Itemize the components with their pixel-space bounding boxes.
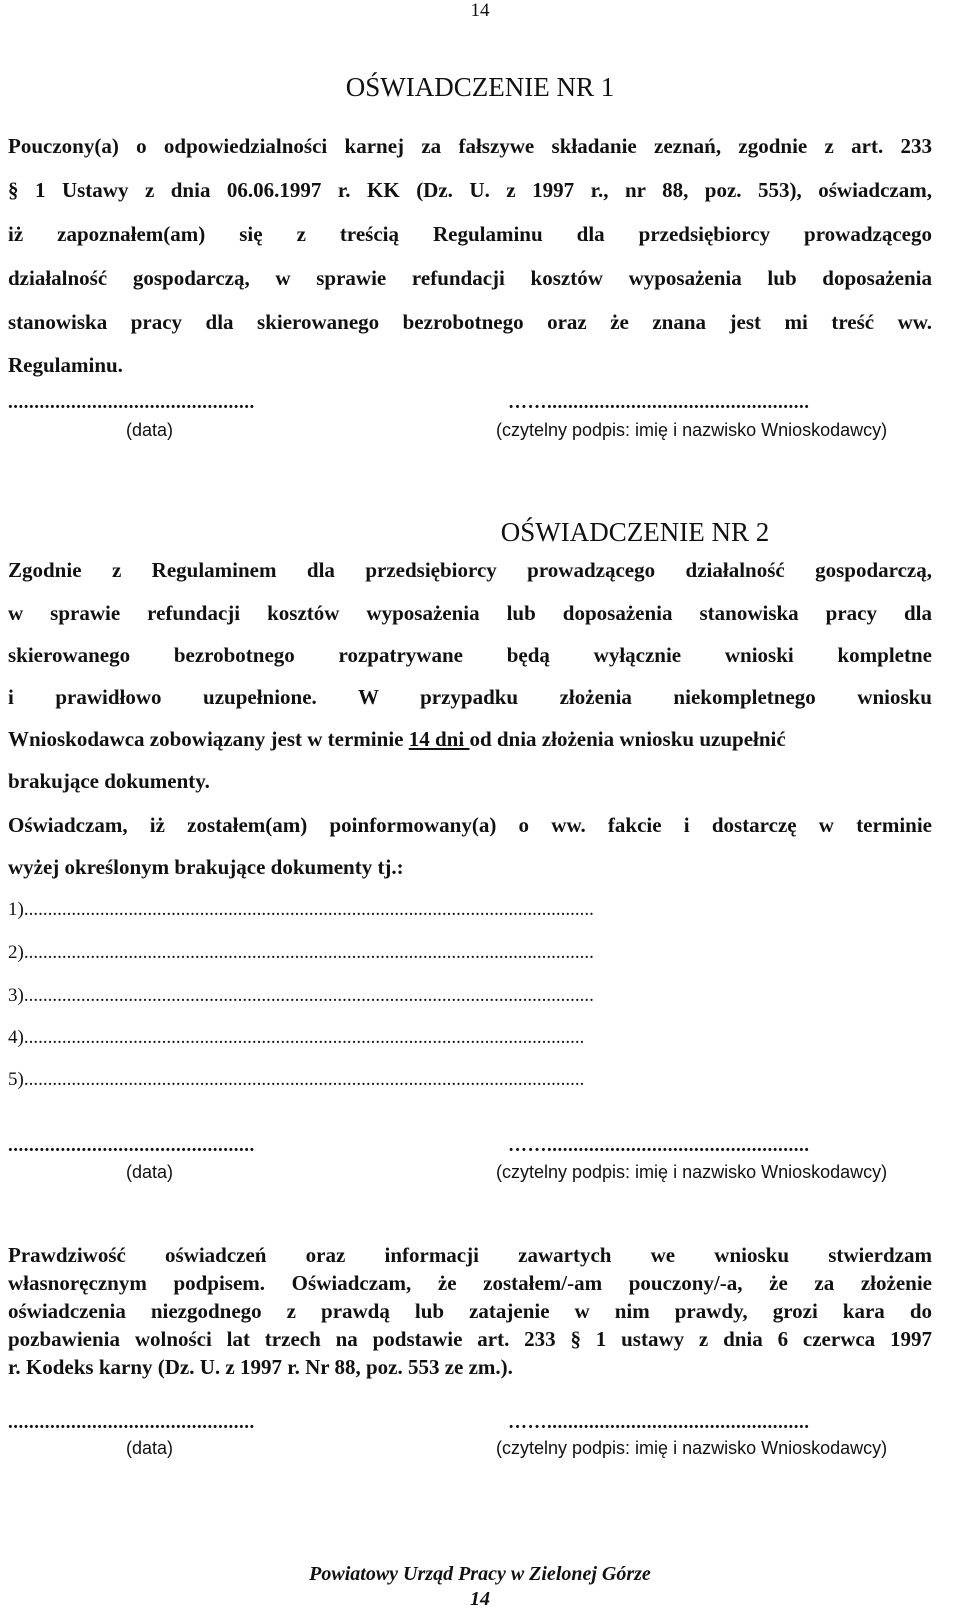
decl3-line-1: Prawdziwość oświadczeń oraz informacji zawartych we wniosku stwierdzam — [8, 1243, 932, 1267]
decl2-signature-dots: …….................................................. — [508, 1135, 810, 1156]
decl1-line-5: stanowiska pracy dla skierowanego bezrobotnego oraz że znana jest mi treść ww. — [8, 310, 932, 334]
page-number-top: 14 — [470, 0, 490, 21]
decl2-line-1: Zgodnie z Regulaminem dla przedsiębiorcy prowadzącego działalność gospodarczą, — [8, 558, 932, 582]
declaration-2-title: OŚWIADCZENIE NR 2 — [500, 517, 770, 547]
decl3-line-3: oświadczenia niezgodnego z prawdą lub zatajenie w nim prawdy, grozi kara do — [8, 1299, 932, 1323]
decl3-date-label: (data) — [126, 1438, 174, 1458]
decl2-line-5-after: od dnia złożenia wniosku uzupełnić — [469, 727, 786, 751]
decl3-signature-dots: …….................................................. — [508, 1412, 810, 1433]
document-list-item-2: 2)........................................................................................................................ — [8, 942, 594, 963]
decl2-line-3: skierowanego bezrobotnego rozpatrywane będą wyłącznie wnioski kompletne — [8, 643, 932, 667]
declaration-1-title: OŚWIADCZENIE NR 1 — [345, 72, 615, 102]
decl1-signature-dots: …….................................................. — [508, 392, 810, 413]
decl1-line-4: działalność gospodarczą, w sprawie refundacji kosztów wyposażenia lub doposażenia — [8, 266, 932, 290]
decl2-date-dots: ............................................... — [8, 1135, 255, 1156]
decl1-line-1: Pouczony(a) o odpowiedzialności karnej za fałszywe składanie zeznań, zgodnie z art. 233 — [8, 134, 932, 158]
decl3-line-4: pozbawienia wolności lat trzech na podstawie art. 233 § 1 ustawy z dnia 6 czerwca 1997 — [8, 1327, 932, 1351]
decl2-date-label: (data) — [126, 1162, 174, 1182]
decl1-line-3: iż zapoznałem(am) się z treścią Regulaminu dla przedsiębiorcy prowadzącego — [8, 222, 932, 246]
decl3-signature-label: (czytelny podpis: imię i nazwisko Wnioskodawcy) — [496, 1438, 888, 1458]
decl2-signature-label: (czytelny podpis: imię i nazwisko Wnioskodawcy) — [496, 1162, 888, 1182]
document-list-item-5: 5)...................................................................................................................... — [8, 1069, 585, 1090]
document-list-item-1: 1)........................................................................................................................ — [8, 899, 594, 920]
decl3-date-dots: ............................................... — [8, 1412, 255, 1433]
decl2-line-5 — [8, 727, 932, 752]
document-list-item-4: 4)...................................................................................................................... — [8, 1027, 585, 1048]
decl2-line-4: i prawidłowo uzupełnione. W przypadku złożenia niekompletnego wniosku — [8, 685, 932, 709]
decl2-deadline: 14 dni — [408, 727, 470, 751]
decl1-signature-label: (czytelny podpis: imię i nazwisko Wnioskodawcy) — [496, 420, 888, 440]
decl2-line-6: brakujące dokumenty. — [8, 769, 210, 793]
footer-office-name: Powiatowy Urząd Pracy w Zielonej Górze — [309, 1563, 651, 1585]
decl3-line-5: r. Kodeks karny (Dz. U. z 1997 r. Nr 88, poz. 553 ze zm.). — [8, 1355, 513, 1379]
decl2-line-2: w sprawie refundacji kosztów wyposażenia lub doposażenia stanowiska pracy dla — [8, 601, 932, 625]
document-list-item-3: 3)........................................................................................................................ — [8, 985, 594, 1006]
decl1-date-label: (data) — [126, 420, 174, 440]
decl1-date-dots: ............................................... — [8, 392, 255, 413]
decl1-line-2: § 1 Ustawy z dnia 06.06.1997 r. KK (Dz. U. z 1997 r., nr 88, poz. 553), oświadczam, — [8, 178, 932, 202]
decl2-statement-line-2: wyżej określonym brakujące dokumenty tj.: — [8, 855, 404, 879]
decl2-statement-line-1: Oświadczam, iż zostałem(am) poinformowany(a) o ww. fakcie i dostarczę w terminie — [8, 813, 932, 837]
footer-page-number: 14 — [470, 1588, 490, 1610]
decl3-line-2: własnoręcznym podpisem. Oświadczam, że zostałem/-am pouczony/-a, że za złożenie — [8, 1271, 932, 1295]
decl2-line-5-before: Wnioskodawca zobowiązany jest w terminie — [8, 727, 409, 751]
decl1-line-6: Regulaminu. — [8, 353, 123, 377]
